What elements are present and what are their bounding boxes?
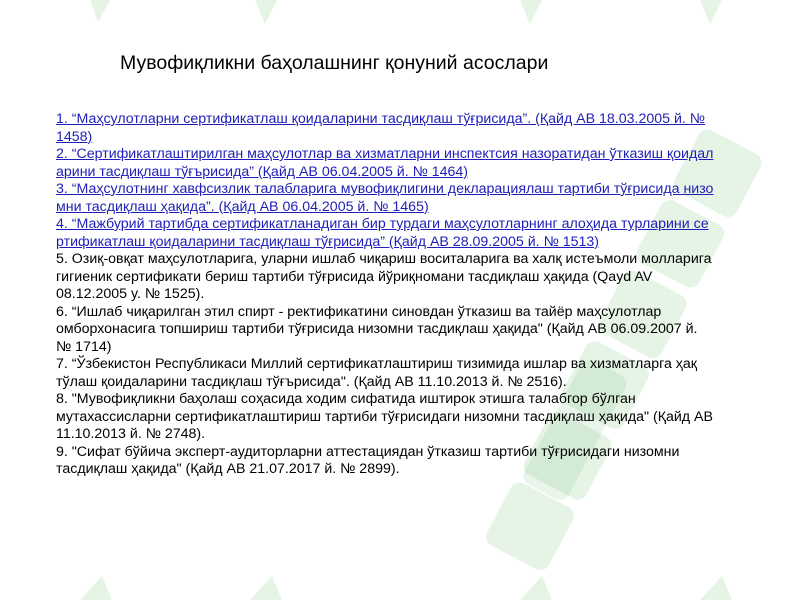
document-link[interactable]: 2. “Сертификатлаштирилган маҳсулотлар ва хизматларни инспектсия назоратидан ўтказиш қоидаларини тасдиқлаш тўғърисида” (Қайд АВ 06.04.2005 й. № 1464) [56, 146, 714, 180]
list-item: 5. Озиқ-овқат маҳсулотларига, уларни ишлаб чиқариш воситаларига ва халқ истеъмоли молларига гигиеник сертификати бериш тартиби тўғрисида йўриқномани тасдиқлаш ҳақида (Qayd AV 08.12.2005 y. № 1525). [56, 251, 712, 302]
document-link[interactable]: 3. “Маҳсулотнинг хавфсизлик талабларига мувофиқлигини декларациялаш тартиби тўғрисида низомни тасдиқлаш ҳақида”. (Қайд АВ 06.04.2005 й. № 1465) [56, 181, 714, 215]
document-list [56, 111, 716, 479]
page-title: Мувофиқликни баҳолашнинг қонуний асослари [120, 52, 549, 74]
list-item[interactable] [56, 216, 716, 251]
document-link[interactable]: 4. “Мажбурий тартибда сертификатланадиган бир турдаги маҳсулотларнинг алоҳида турларини сертификатлаш қоидаларини тасдиқлаш тўғрисида” (Қайд АВ 28.09.2005 й. № 1513) [56, 216, 709, 250]
list-item: 8. "Мувофиқликни баҳолаш соҳасида ходим сифатида иштирок этишга талабгор бўлган мутахассисларни сертификатлаштириш тартиби тўғрисидаги низомни тасдиқлаш ҳақида" (Қайд АВ 11.10.2013 й. № 2748). [56, 391, 713, 442]
list-item[interactable] [56, 181, 716, 216]
list-item: 7. “Ўзбекистон Республикаси Миллий сертификатлаштириш тизимида ишлар ва хизматларга ҳақ тўлаш қоидаларини тасдиқлаш тўғърисида". (Қайд АВ 11.10.2013 й. № 2516). [56, 356, 697, 390]
list-item[interactable] [56, 146, 716, 181]
list-item: 9. "Сифат бўйича эксперт-аудиторларни аттестациядан ўтказиш тартиби тўғрисидаги низомни тасдиқлаш ҳақида" (Қайд АВ 21.07.2017 й. № 2899). [56, 443, 680, 477]
document-link[interactable]: 1. “Маҳсулотларни сертификатлаш қоидаларини тасдиқлаш тўғрисида”. (Қайд АВ 18.03.2005 й. № 1458) [56, 111, 706, 145]
list-item[interactable] [56, 111, 716, 146]
list-item: 6. “Ишлаб чиқарилган этил спирт - ректификатини синовдан ўтказиш ва тайёр маҳсулотлар омборхонасига топшириш тартиби тўғрисида низомни тасдиқлаш ҳақида" (Қайд АВ 06.09.2007 й. № 1714) [56, 303, 698, 355]
